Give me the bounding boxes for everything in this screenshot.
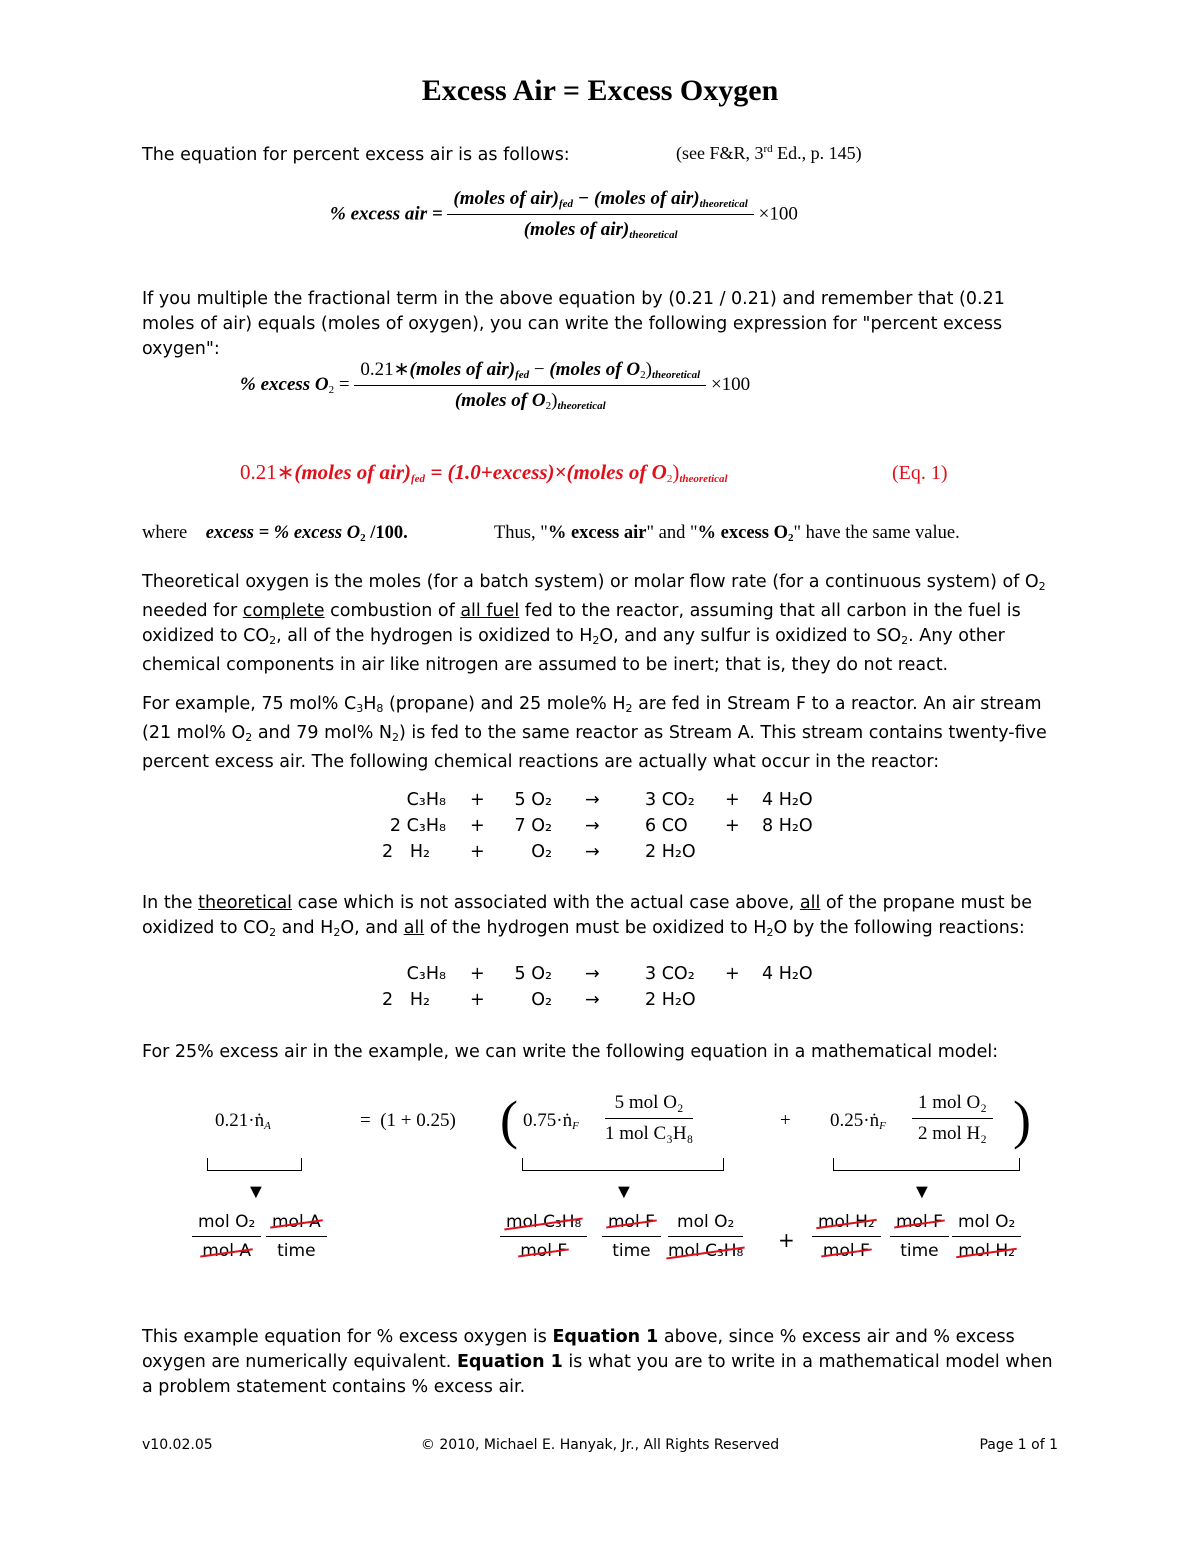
bracket-lhs	[207, 1158, 302, 1171]
down-arrow-icon: ▼	[912, 1181, 932, 1203]
unit-fraction: mol H₂ mol F	[812, 1212, 881, 1261]
unit-fraction: mol F time	[602, 1212, 661, 1261]
theoretical-case-paragraph: In the theoretical case which is not associated with the actual case above, all of the propane must be oxidized to $CO_2$ and $H_2O$, and all of the hydrogen must be oxidized to $H_2O$ by the following reactions:	[142, 893, 1033, 939]
reaction-row: 2 H₂ + O₂ → 2 H₂O	[382, 990, 696, 1010]
unit-plus: +	[778, 1228, 795, 1252]
reaction-row: C₃H₈ + 5 O₂ → 3 CO₂ + 4 H₂O	[406, 790, 813, 810]
model-plus: +	[780, 1110, 791, 1131]
final-paragraph: This example equation for % excess oxygen is Equation 1 above, since % excess air and % excess oxygen are numerically equivalent. Equation 1 is what you are to write in a mathematical model when a problem statement contains % excess air.	[142, 1327, 1053, 1397]
times-100: ×100	[758, 203, 798, 225]
actual-reactions	[0, 790, 1200, 868]
left-paren: (	[500, 1090, 518, 1150]
excess-oxygen-equation: % excess $O_2$ = $\frac{0.21∗(moles of air)_{fed} - (moles of O_2)_{theoretical}}{(moles of O_2)_{theoretical}}$ ×100	[240, 359, 751, 412]
unit-fraction: mol A time	[266, 1212, 327, 1261]
term2-fraction: 1 mol O₂ 2 mol H₂	[912, 1092, 993, 1145]
eq-air-lhs: % excess air =	[330, 203, 443, 225]
unit-fraction: mol O₂ mol C₃H₈	[668, 1212, 744, 1261]
example-paragraph: For example, 75 mol% $C_3H_8$ (propane) and 25 mole% $H_2$ are fed in Stream F to a reactor. An air stream (21 mol% $O_2$ and 79 mol% $N_2$) is fed to the same reactor as Stream A. This stream contains twenty-five percent excess air. The following chemical reactions are actually what occur in the reactor:	[142, 694, 1047, 772]
term1-fraction: 5 mol O₂ 1 mol C₃H₈	[605, 1092, 694, 1144]
model-eq: = (1 + 0.25)	[360, 1110, 456, 1131]
unit-analysis	[0, 1212, 1200, 1282]
unit-fraction: mol C₃H₈ mol F	[500, 1212, 587, 1261]
bracket-term2	[833, 1158, 1020, 1171]
thus-line: Thus, "% excess air" and "% excess $O_2$" have the same value.	[494, 523, 960, 544]
unit-fraction: mol F time	[890, 1212, 949, 1261]
theoretical-oxygen-paragraph: Theoretical oxygen is the moles (for a batch system) or molar flow rate (for a continuous system) of $O_2$ needed for complete combustion of all fuel fed to the reactor, assuming that all carbon in the fuel is oxidized to $CO_2$, all of the hydrogen is oxidized to $H_2O$, and any sulfur is oxidized to $SO_2$. Any other chemical components in air like nitrogen are assumed to be inert; that is, they do not react.	[142, 572, 1046, 675]
theoretical-reactions	[0, 964, 1200, 1016]
reference-citation: (see F&R, 3rd Ed., p. 145)	[676, 143, 862, 163]
eq1-label: (Eq. 1)	[892, 462, 948, 484]
model-paragraph: For 25% excess air in the example, we can write the following equation in a mathematical model:	[142, 1042, 999, 1062]
intro-line	[142, 143, 1062, 168]
multiply-paragraph: If you multiple the fractional term in the above equation by (0.21 / 0.21) and remember that (0.21 moles of air) equals (moles of oxygen), you can write the following expression for "percent excess oxygen":	[142, 289, 1005, 359]
footer-copyright: © 2010, Michael E. Hanyak, Jr., All Rights Reserved	[420, 1437, 780, 1453]
eq-air-fraction: $\frac{(moles of air)_{fed} - (moles of air)_{theoretical}}{(moles of air)_{theoretical}}$	[447, 188, 753, 241]
down-arrow-icon: ▼	[246, 1181, 266, 1203]
page-title: Excess Air = Excess Oxygen	[421, 74, 779, 107]
bracket-term1	[522, 1158, 724, 1171]
where-line: where excess = % excess $O_2$ /100.	[142, 523, 408, 544]
intro-text: The equation for percent excess air is as follows:	[142, 145, 570, 165]
down-arrow-icon: ▼	[614, 1181, 634, 1203]
footer-page: Page 1 of 1	[979, 1437, 1058, 1453]
unit-fraction: mol O₂ mol A	[192, 1212, 261, 1261]
reaction-row: C₃H₈ + 5 O₂ → 3 CO₂ + 4 H₂O	[406, 964, 813, 984]
reaction-row: 2 C₃H₈ + 7 O₂ → 6 CO + 8 H₂O	[389, 816, 813, 836]
unit-fraction: mol O₂ mol H₂	[952, 1212, 1021, 1261]
eq-oxygen-fraction: $\frac{0.21∗(moles of air)_{fed} - (moles of O_2)_{theoretical}}{(moles of O_2)_{theoretical}}$	[354, 358, 706, 412]
equation-1: 0.21∗(moles of $air)_{fed}$ = (1.0+excess)×(moles of $O_2)_{theoretical}$	[240, 460, 728, 485]
term2-coef: 0.25·ṅ$_F$	[830, 1110, 886, 1132]
model-lhs: 0.21·ṅ$_A$	[215, 1110, 271, 1132]
term1-coef: 0.75·ṅ$_F$	[523, 1110, 579, 1132]
excess-air-equation	[330, 188, 798, 241]
right-paren: )	[1013, 1090, 1031, 1150]
reaction-row: 2 H₂ + O₂ → 2 H₂O	[382, 842, 696, 862]
footer-version: v10.02.05	[142, 1437, 213, 1453]
